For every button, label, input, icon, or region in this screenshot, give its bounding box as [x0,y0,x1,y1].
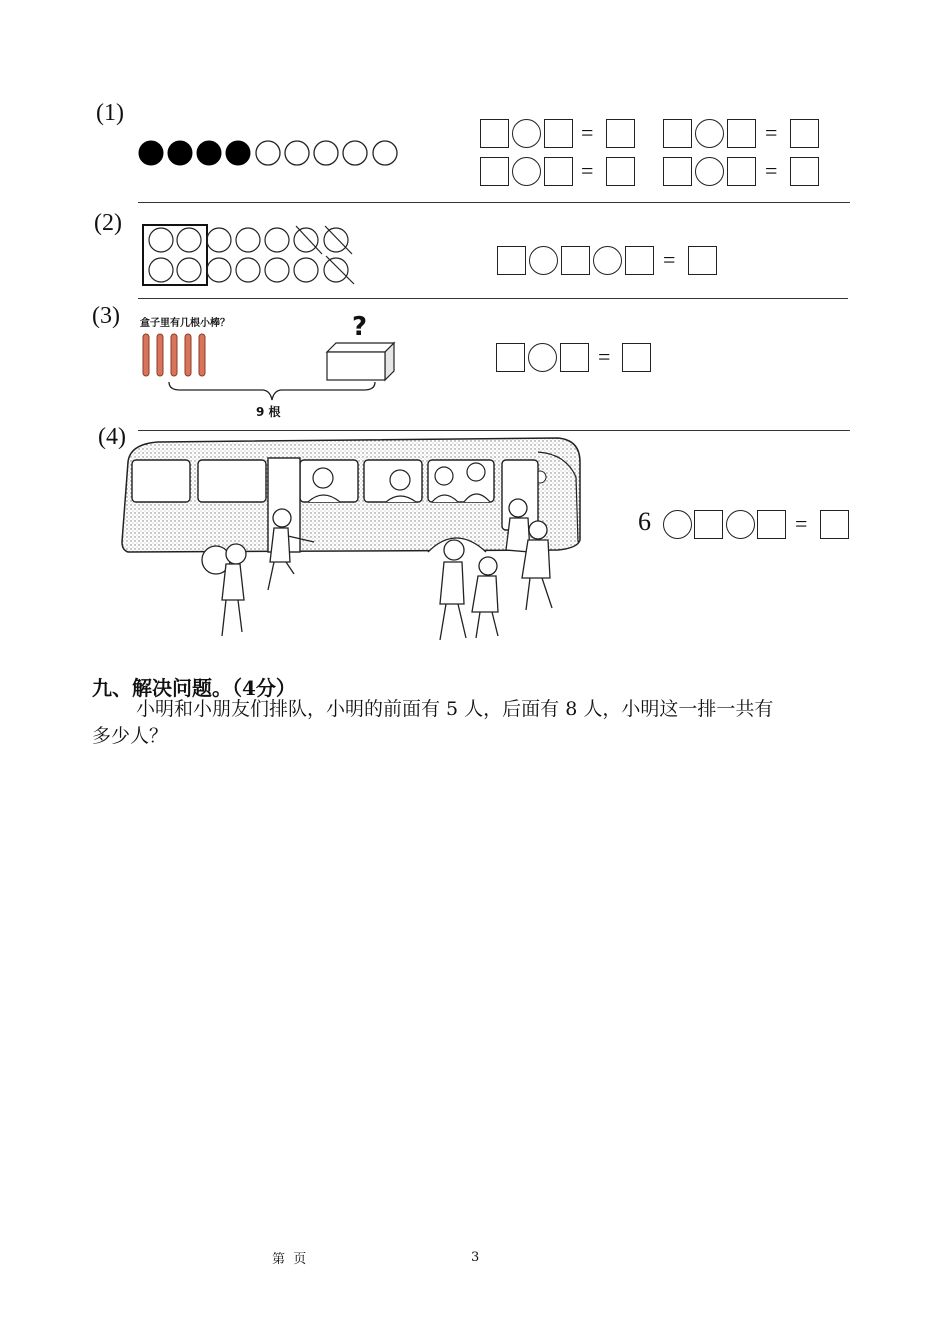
result-box[interactable] [790,157,819,186]
answer-box[interactable] [480,157,509,186]
question-2-label: (2) [94,210,122,236]
empty-dot [343,141,367,165]
section-9-title: 九、解决问题。（4分） [92,676,296,700]
operator-circle[interactable] [593,246,622,275]
equals-sign: = [581,158,594,183]
empty-dot [256,141,280,165]
answer-box[interactable] [694,510,723,539]
result-box[interactable] [790,119,819,148]
divider [138,202,850,203]
answer-box[interactable] [496,343,525,372]
result-box[interactable] [606,119,635,148]
operator-circle[interactable] [663,510,692,539]
problem-text-line-2: 多少人？ [92,725,169,747]
box-icon [324,340,398,382]
equals-sign: = [663,247,676,272]
answer-box[interactable] [561,246,590,275]
filled-dot [139,141,163,165]
operator-circle[interactable] [529,246,558,275]
lead-number: 6 [638,507,651,536]
question-3-label: (3) [92,303,120,329]
brace-icon [166,380,378,402]
question-1-label: (1) [96,100,124,126]
divider [138,298,848,299]
result-box[interactable] [688,246,717,275]
page-number: 3 [471,1250,480,1265]
bus-window [198,460,266,502]
empty-dot [314,141,338,165]
operator-circle[interactable] [695,157,724,186]
operator-circle[interactable] [512,119,541,148]
question-4-label: (4) [98,424,126,450]
bus-window [132,460,190,502]
problem-text-line-1: 小明和小朋友们排队，小明的前面有 5 人，后面有 8 人，小明这一排一共有 [136,698,774,720]
operator-circle[interactable] [528,343,557,372]
operator-circle[interactable] [726,510,755,539]
answer-box[interactable] [544,119,573,148]
equals-sign: = [765,120,778,145]
brace-label: 9 根 [256,405,281,419]
dots-illustration [135,136,405,170]
filled-dot [197,141,221,165]
equals-sign: = [581,120,594,145]
result-box[interactable] [820,510,849,539]
divider [138,430,850,431]
filled-dot [226,141,250,165]
empty-dot [373,141,397,165]
answer-box[interactable] [480,119,509,148]
filled-dot [168,141,192,165]
answer-box[interactable] [497,246,526,275]
answer-box[interactable] [663,119,692,148]
operator-circle[interactable] [512,157,541,186]
sticks-icon [140,330,220,378]
circles-group-illustration [140,222,365,288]
bus-scene-illustration [118,432,593,650]
answer-box[interactable] [625,246,654,275]
operator-circle[interactable] [695,119,724,148]
question-3-caption: 盒子里有几根小棒？ [140,318,230,329]
result-box[interactable] [622,343,651,372]
equals-sign: = [598,344,611,369]
answer-box[interactable] [560,343,589,372]
question-mark: ? [352,312,368,342]
page-label: 第 页 [272,1252,307,1267]
empty-dot [285,141,309,165]
answer-box[interactable] [757,510,786,539]
answer-box[interactable] [544,157,573,186]
equals-sign: = [795,511,808,536]
answer-box[interactable] [727,119,756,148]
answer-box[interactable] [663,157,692,186]
grouping-frame [143,225,207,285]
answer-box[interactable] [727,157,756,186]
result-box[interactable] [606,157,635,186]
equals-sign: = [765,158,778,183]
